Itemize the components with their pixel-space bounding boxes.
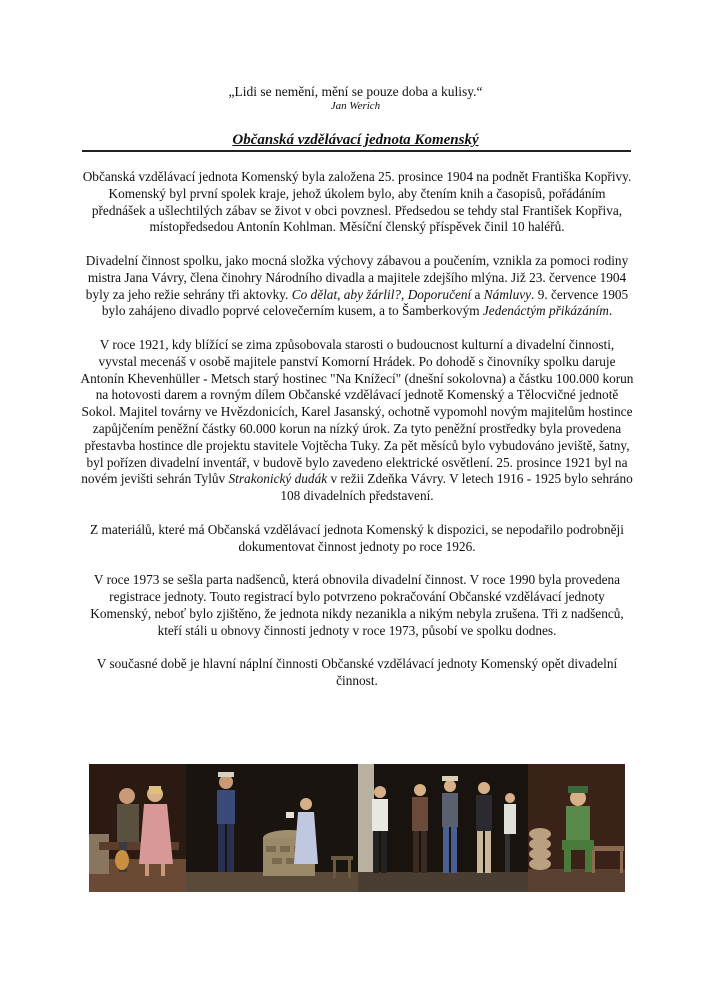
paragraph-text: V roce 1973 se sešla parta nadšenců, která obnovila divadelní činnost. V roce 1990 byla provedena registrace jednoty. Touto registrací bylo potvrzeno pokračování Občanské vzdělávací jednoty Komenský, neboť bylo zjištěno, že jednota nikdy nezanikla a nikým nebyla zrušena. Tři z nadšenců, kteří stáli u obnovy činnosti jednoty v roce 1973, působí ve spolku dodnes. [90,572,624,638]
body-paragraph [80,253,634,320]
epigraph-author: Jan Werich [330,100,381,112]
paragraph-text: V současné době je hlavní náplní činnosti Občanské vzdělávací jednoty Komenský opět divadelní činnost. [96,656,618,688]
paragraph-text: a [471,286,484,302]
italic-title: Co dělat, aby žárlil? [291,286,402,302]
title-divider [82,150,631,152]
paragraph-text: Občanská vzdělávací jednota Komenský byla založena 25. prosince 1904 na podnět Františka Kopřivy. Komenský byl první spolek kraje, jehož úkolem bylo, aby čtením knih a časopisů, pořádáním přednášek a ušlechtilých zábav se život v obci povznesl. Předsedou se tehdy stal František Kopřiva, místopředsedou Antonín Kohlman. Měsíční členský příspěvek činil 10 haléřů. [82,169,632,235]
document-title: Občanská vzdělávací jednota Komenský [232,132,479,148]
body-paragraph [80,656,634,690]
document-body [80,169,634,707]
body-paragraph [80,522,634,556]
body-paragraph [80,572,634,639]
paragraph-text: V roce 1921, kdy blížící se zima způsobovala starosti o budoucnost kulturní a divadelní činnosti, vyvstal mecenáš v osobě majitele panství Komorní Hrádek. Po dohodě s činovníky spolku daruje Antonín Khevenhüller - Metsch starý hostinec "Na Knížecí" (dnešní sokolovna) a částku 100.000 korun na hotovosti darem a rovným dílem Občanské vzdělávací jednotě Komenský a Tělocvičné jednotě Sokol. Majitel továrny ve Hvězdonicích, Karel Jasanský, ochotně vypomohl novým majitelům hostince zapůjčením peněžní částky 60.000 korun na nízký úrok. Za tyto peněžní prostředky byla provedena přestavba hostince dle projektu stavitele Vojtěcha Tuky. Za pět měsíců bylo vybudováno jeviště, šatny, byl pořízen divadelní inventář, v budově bylo zavedeno elektrické osvětlení. 25. prosince 1921 byl na novém jevišti sehrán Tylův [80,336,634,487]
epigraph-quote: „Lidi se nemění, mění se pouze doba a kulisy.“ [228,84,483,99]
body-paragraph [80,169,634,236]
paragraph-text: v režii Zdeňka Vávry. V letech 1916 - 1925 bylo sehráno 108 divadelních představení. [280,471,633,504]
italic-title: Námluvy [483,286,532,302]
paragraph-text: , [401,286,408,302]
paragraph-text: Divadelní činnost spolku, jako mocná složka výchovy zábavou a poučením, vznikla za pomoci rodiny mistra Jana Vávry, člena činohry Národního divadla a majitele zdejšího mlýna. Již 23. července 1904 byly za jeho režie sehrány tři aktovky. [85,252,629,302]
paragraph-text: . 9. července 1905 bylo zahájeno divadlo poprvé celovečerním kusem, a to Šamberkovým [101,286,629,319]
paragraph-text: Z materiálů, které má Občanská vzdělávací jednota Komenský k dispozici, se nepodařilo podrobněji dokumentovat činnost jednoty po roce 1926. [90,521,624,554]
theatre-photo-well-scene [186,764,358,892]
italic-title: Strakonický dudák [228,471,328,487]
theatre-photo-duo-bench [89,764,186,892]
italic-title: Jedenáctým přikázáním [482,303,609,319]
theatre-photo-seated-man [528,764,625,892]
paragraph-text: . [608,303,613,319]
theatre-photo-group [358,764,528,892]
italic-title: Doporučení [407,286,472,302]
photo-strip [89,764,625,892]
body-paragraph [80,337,634,505]
